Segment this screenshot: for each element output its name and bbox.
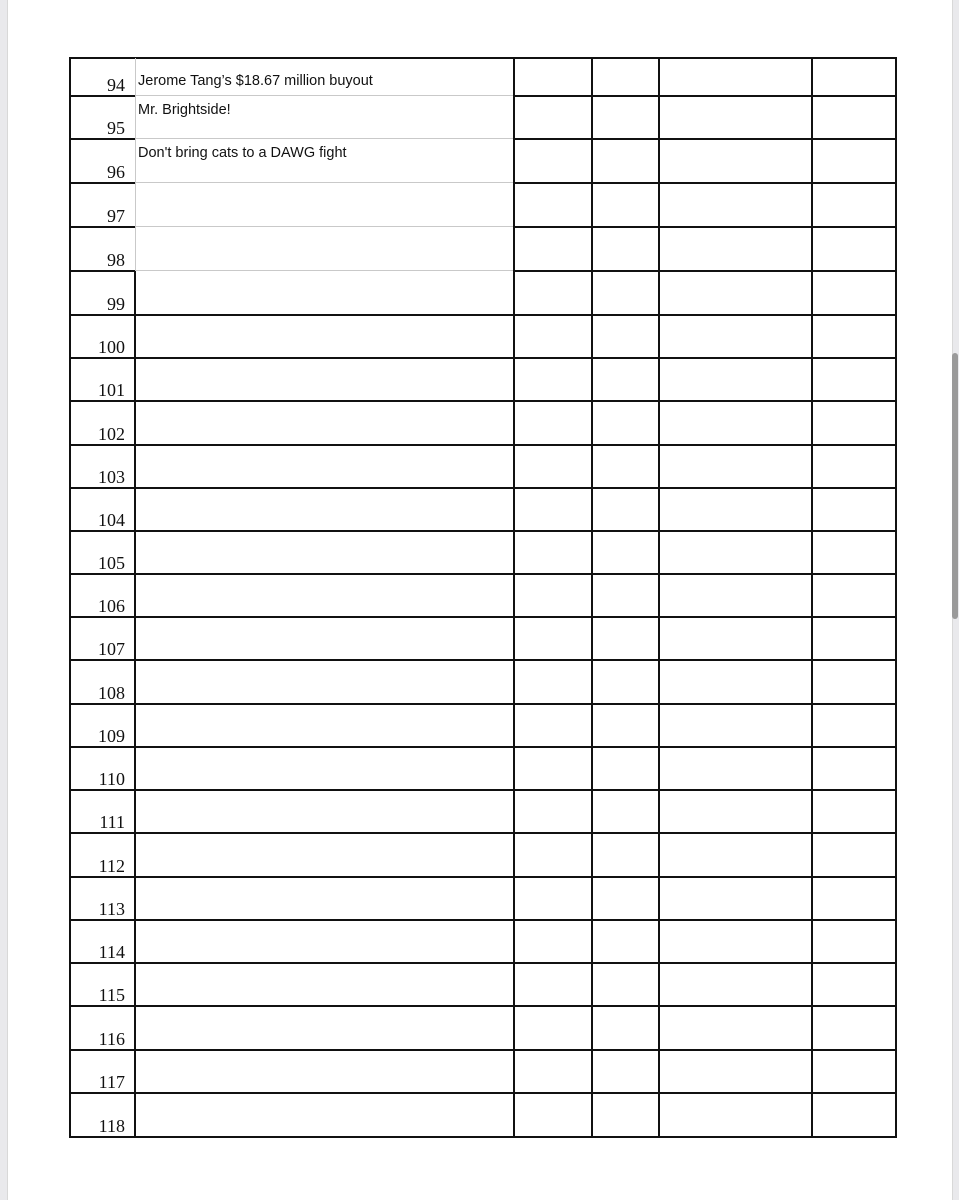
row-number-underline [71,226,135,228]
row-border [71,314,896,316]
row-number: 95 [107,118,125,138]
cell-gridline [135,182,513,183]
scrollbar-thumb[interactable] [952,353,958,619]
cell-gridline [135,138,513,139]
row-border [71,659,896,661]
row-number: 108 [98,683,125,703]
row-number: 109 [98,726,125,746]
cell-gridline [135,96,136,139]
column-divider [134,315,136,358]
row-number: 101 [98,380,125,400]
row-border [71,1049,896,1051]
cell-gridline [135,227,136,271]
row-number: 102 [98,424,125,444]
row-number: 118 [98,1116,125,1136]
column-divider [134,963,136,1006]
row-number: 115 [98,985,125,1005]
row-number: 112 [98,856,125,876]
row-number: 117 [98,1072,125,1092]
row-number-underline [71,270,135,272]
row-number-underline [71,95,135,97]
column-divider [134,1006,136,1050]
column-divider [134,401,136,445]
row-border [71,573,896,575]
row-border [71,357,896,359]
cell-gridline [135,95,513,96]
table-grid [69,57,897,1138]
row-border [513,138,896,140]
row-number: 107 [98,639,125,659]
row-number-underline [71,138,135,140]
row-number: 98 [107,250,125,270]
column-divider [134,660,136,704]
row-number: 104 [98,510,125,530]
column-divider [134,747,136,790]
column-divider [134,920,136,963]
row-border [71,876,896,878]
row-number: 97 [107,206,125,226]
row-border [71,487,896,489]
column-divider [134,1050,136,1093]
cell-gridline [135,139,136,183]
row-border [513,226,896,228]
column-divider [134,704,136,747]
row-border [71,1005,896,1007]
cell-gridline [135,58,136,96]
row-number-underline [71,182,135,184]
cell-gridline [135,183,136,227]
row-border [71,703,896,705]
column-divider [134,877,136,920]
column-divider [134,531,136,574]
row-border [71,530,896,532]
column-divider [134,358,136,401]
column-divider [658,59,660,1138]
row-number: 110 [98,769,125,789]
row-number: 114 [98,942,125,962]
column-divider [134,833,136,877]
row-border [71,746,896,748]
row-border [513,270,896,272]
column-divider [134,488,136,531]
column-divider [134,617,136,660]
row-number: 111 [99,812,125,832]
row-border [71,616,896,618]
row-number: 103 [98,467,125,487]
row-border [71,1136,896,1138]
column-divider [513,59,515,1138]
row-border [71,962,896,964]
cell-gridline [135,270,513,271]
column-divider [134,1093,136,1137]
row-number: 99 [107,294,125,314]
row-number: 105 [98,553,125,573]
row-number: 94 [107,75,125,95]
column-divider [134,271,136,315]
cell-text[interactable]: Don't bring cats to a DAWG fight [138,145,347,161]
row-number: 116 [98,1029,125,1049]
column-divider [591,59,593,1138]
row-number: 106 [98,596,125,616]
row-border [513,95,896,97]
column-divider [811,59,813,1138]
row-border [71,444,896,446]
column-divider [134,445,136,488]
cell-gridline [135,226,513,227]
row-number: 113 [98,899,125,919]
row-number: 96 [107,162,125,182]
row-border [71,832,896,834]
row-border [71,400,896,402]
column-divider [134,790,136,833]
row-border [71,1092,896,1094]
row-border [71,789,896,791]
cell-text[interactable]: Mr. Brightside! [138,102,231,118]
cell-text[interactable]: Jerome Tang’s $18.67 million buyout [138,73,373,89]
row-border [71,919,896,921]
row-number: 100 [98,337,125,357]
column-divider [134,574,136,617]
row-border [513,182,896,184]
